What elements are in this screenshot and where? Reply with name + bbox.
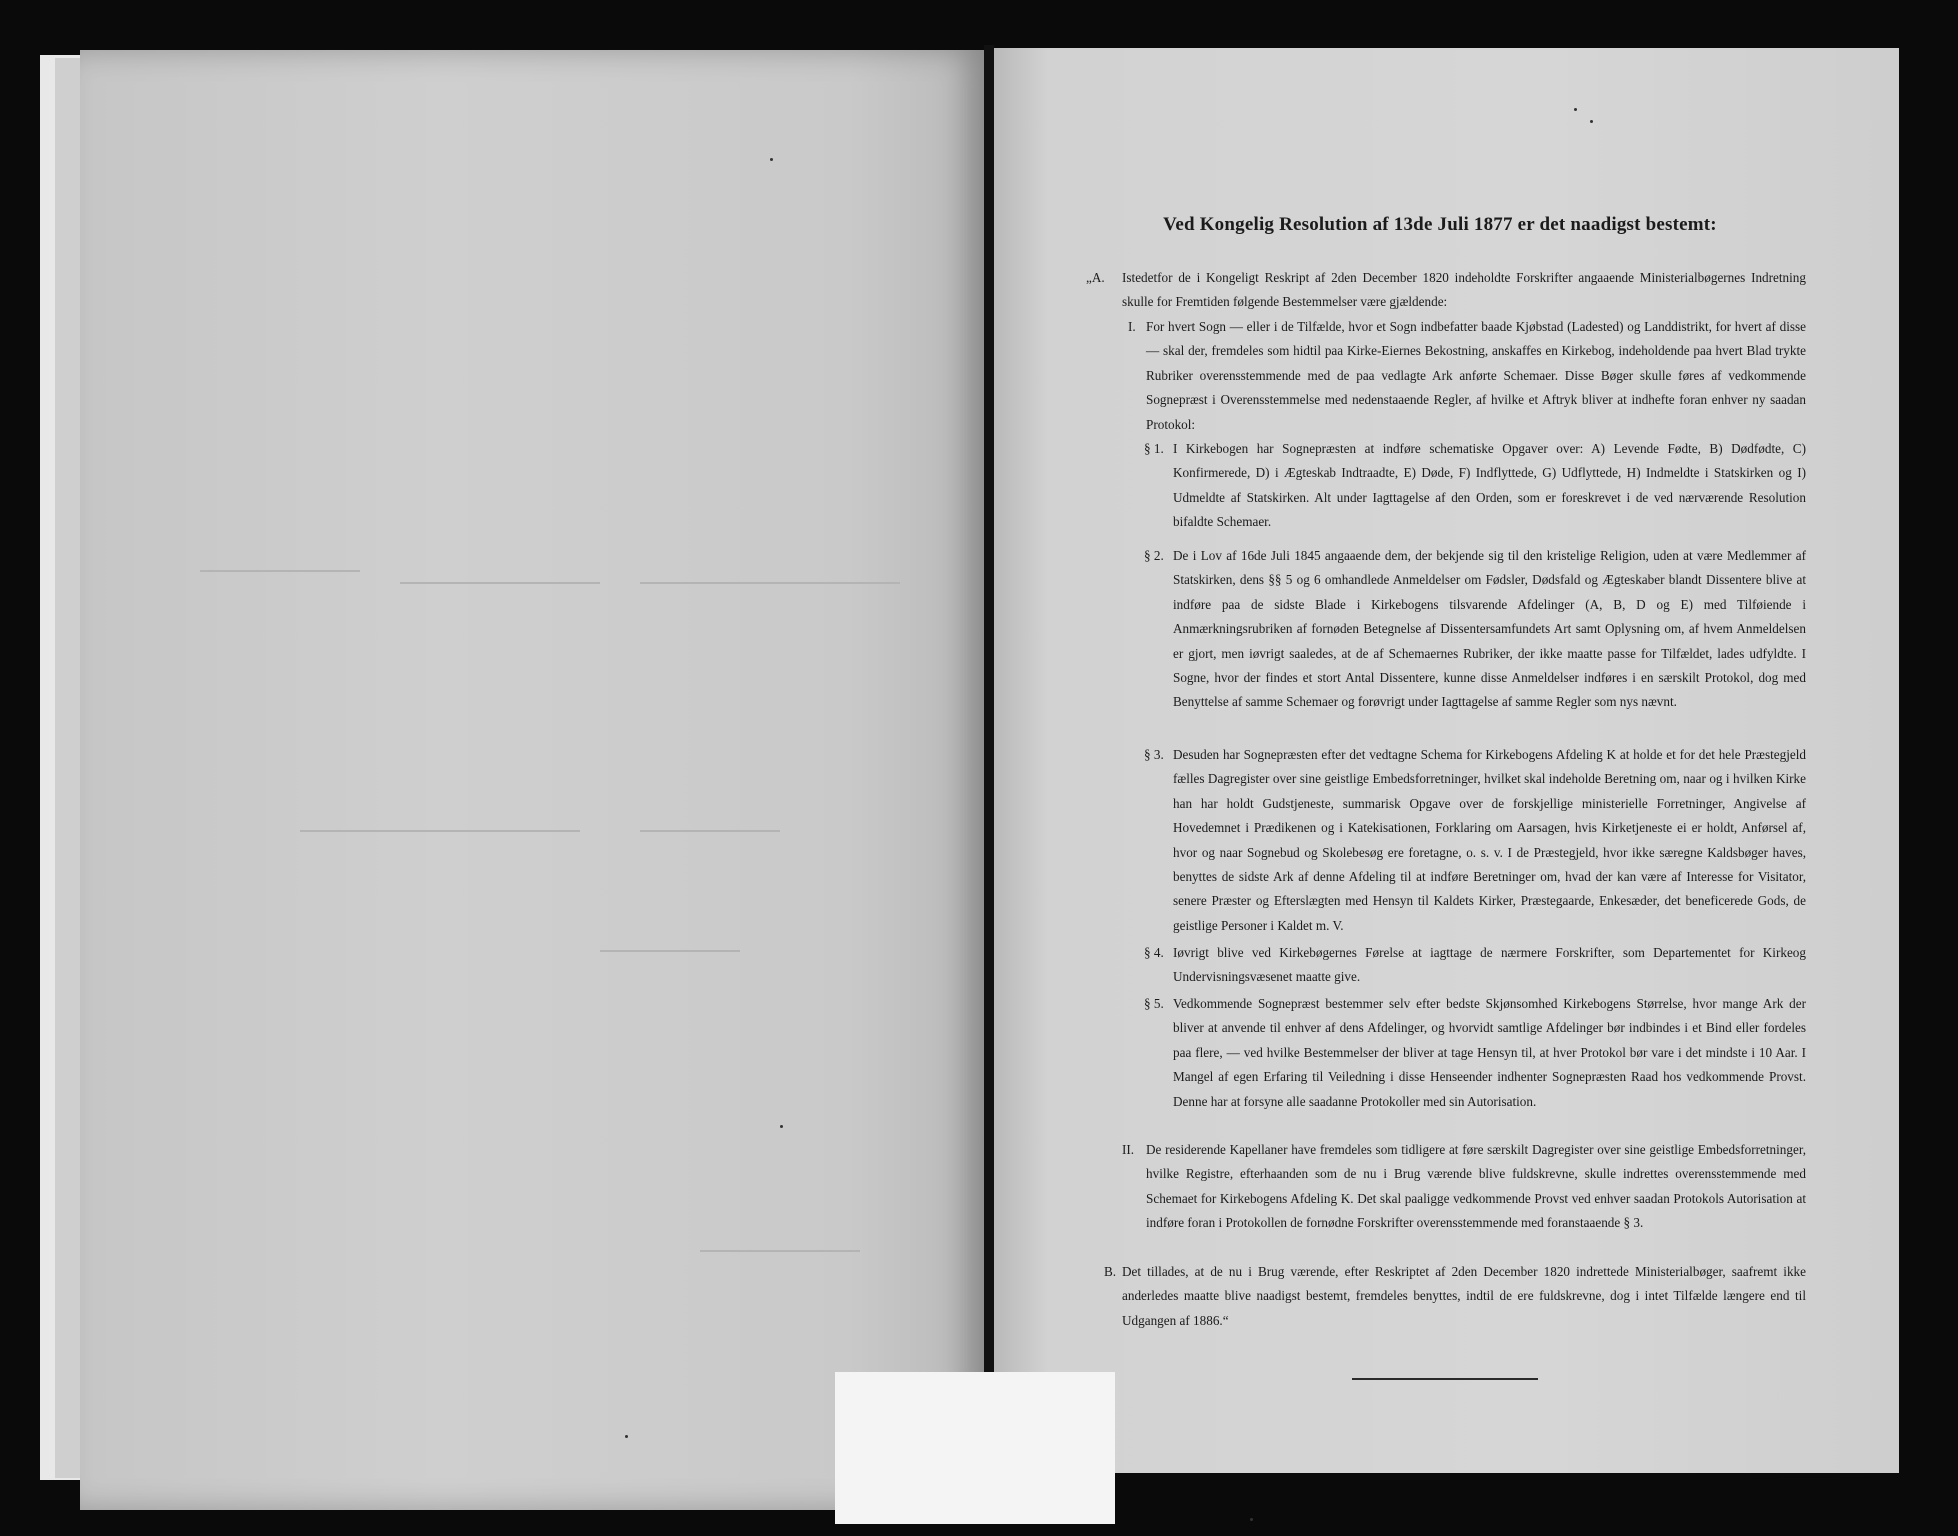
paragraph-5-marker: § 5. <box>1144 996 1164 1011</box>
paper-speck <box>770 158 773 161</box>
paper-speck <box>1590 120 1593 123</box>
paper-speck <box>1574 108 1577 111</box>
paragraph-3-text: Desuden har Sognepræsten efter det vedtagne Schema for Kirkebogens Afdeling K at holde et for det hele Præstegjeld fælles Dagregister over sine geistlige Embedsforretninger, hvilket skal indeholde Beretning om, naar og i hvilken Kirke han har holdt Gudstjeneste, summarisk Opgave over de forskjellige ministerielle Forretninger, Angivelse af Hovedemnet i Prædikenen og i Katekisationen, Forklaring om Aarsagen, hvis Kirketjeneste ei er holdt, Anførsel af, hvor og naar Sognebud og Skolebesøg ere foretagne, o. s. v. I de Præstegjeld, hvor ikke særegne Kaldsbøger haves, benyttes de sidste Ark af denne Afdeling til at indføre Beretninger om, hvad der kan være af Interesse for Visitator, senere Præster og Efterslægten med Hensyn til Kaldets Kirker, Præstegaarde, Enkesæder, det beneficerede Gods, de geistlige Personer i Kaldet m. V. <box>1173 747 1806 933</box>
bleed-through-rule <box>600 950 740 952</box>
bleed-through-rule <box>700 1250 860 1252</box>
item-ii-marker: II. <box>1122 1142 1135 1157</box>
paper-speck <box>1250 1518 1253 1521</box>
bleed-through-rule <box>300 830 580 832</box>
paragraph-4-marker: § 4. <box>1144 945 1164 960</box>
paper-speck <box>780 1125 783 1128</box>
bleed-through-rule <box>400 582 600 584</box>
archive-tab-slip <box>835 1372 1115 1524</box>
section-b-marker: B. <box>1104 1264 1117 1279</box>
item-i-marker: I. <box>1128 319 1136 334</box>
section-b-text: Det tillades, at de nu i Brug værende, efter Reskriptet af 2den December 1820 indrettede Ministerialbøger, saafremt ikke anderledes maatte blive naadigst bestemt, fremdeles benyttes, indtil de ere fuldskrevne, dog i intet Tilfælde længere end til Udgangen af 1886.“ <box>1122 1264 1806 1328</box>
item-i-text: For hvert Sogn — eller i de Tilfælde, hvor et Sogn indbefatter baade Kjøbstad (Ladested) og Landdistrikt, for hvert af disse — skal der, fremdeles som hidtil paa Kirke-Eiernes Bekostning, anskaffes en Kirkebog, indeholdende paa hvert Blad trykte Rubriker overensstemmende med de paa vedlagte Ark anførte Schemaer. Disse Bøger skulle føres af vedkommende Sognepræst i Overensstemmelse med nedenstaaende Regler, af hvilke et Aftryk bliver at indhefte foran enhver ny saadan Protokol: <box>1146 319 1806 432</box>
paragraph-1-text: I Kirkebogen har Sognepræsten at indføre schematiske Opgaver over: A) Levende Fødte, B) Dødfødte, C) Konfirmerede, D) i Ægteskab Indtraadte, E) Døde, F) Indflyttede, G) Udflyttede, H) Indmeldte i Statskirken og I) Udmeldte af Statskirken. Alt under Iagttagelse af den Orden, som er foreskrevet i de ved nærværende Resolution bifaldte Schemaer. <box>1173 441 1806 530</box>
bleed-through-rule <box>640 582 900 584</box>
paper-speck <box>625 1435 628 1438</box>
book-gutter <box>984 45 994 1515</box>
bleed-through-rule <box>640 830 780 832</box>
closing-rule <box>1352 1378 1538 1380</box>
section-a-text: Istedetfor de i Kongeligt Reskript af 2den December 1820 indeholdte Forskrifter angaaende Ministerialbøgernes Indretning skulle for Fremtiden følgende Bestemmelser være gjældende: <box>1122 270 1806 310</box>
paragraph-2-marker: § 2. <box>1144 548 1164 563</box>
left-page <box>80 50 985 1510</box>
section-a-marker: „A. <box>1086 270 1105 285</box>
resolution-heading: Ved Kongelig Resolution af 13de Juli 1877 er det naadigst bestemt: <box>1163 214 1717 235</box>
paragraph-4-text: Iøvrigt blive ved Kirkebøgernes Førelse at iagttage de nærmere Forskrifter, som Departementet for Kirkeog Undervisningsvæsenet maatte give. <box>1173 945 1806 985</box>
paragraph-3-marker: § 3. <box>1144 747 1164 762</box>
item-ii-text: De residerende Kapellaner have fremdeles som tidligere at føre særskilt Dagregister over sine geistlige Embedsforretninger, hvilke Registre, efterhaanden som de nu i Brug værende blive fuldskrevne, skulle indrettes overensstemmende med Schemaet for Kirkebogens Afdeling K. Det skal paaligge vedkommende Provst ved enhver saadan Protokols Autorisation at indføre foran i Protokollen de fornødne Forskrifter overensstemmende med foranstaaende § 3. <box>1146 1142 1806 1231</box>
paragraph-1-marker: § 1. <box>1144 441 1164 456</box>
paragraph-2-text: De i Lov af 16de Juli 1845 angaaende dem, der bekjende sig til den kristelige Religion, uden at være Medlemmer af Statskirken, dens §§ 5 og 6 omhandlede Anmeldelser om Fødsler, Dødsfald og Ægteskaber blandt Dissentere blive at indføre paa de sidste Blade i Kirkebogens tilsvarende Afdelinger (A, B, D og E) med Tilføiende i Anmærkningsrubriken af fornøden Betegnelse af Dissentersamfundets Art samt Oplysning om, af hvem Anmeldelsen er gjort, men iøvrigt saaledes, at de af Schemaernes Rubriker, der ikke maatte passe for Tilfældet, lades udfyldte. I Sogne, hvor der findes et stort Antal Dissentere, kunne disse Anmeldelser indføres i en særskilt Protokol, dog med Benyttelse af samme Schemaer og forøvrigt under Iagttagelse af samme Regler som nys nævnt. <box>1173 548 1806 710</box>
paragraph-5-text: Vedkommende Sognepræst bestemmer selv efter bedste Skjønsomhed Kirkebogens Størrelse, hvor mange Ark der bliver at anvende til enhver af dens Afdelinger, og hvorvidt samtlige Afdelinger bør indbindes i et Bind eller fordeles paa flere, — ved hvilke Bestemmelser der bliver at tage Hensyn til, at hver Protokol bør vare i det mindste i 10 Aar. I Mangel af egen Erfaring til Veiledning i disse Henseender indhenter Sognepræsten Raad hos vedkommende Provst. Denne har at forsyne alle saadanne Protokoller med sin Autorisation. <box>1173 996 1806 1109</box>
bleed-through-rule <box>200 570 360 572</box>
